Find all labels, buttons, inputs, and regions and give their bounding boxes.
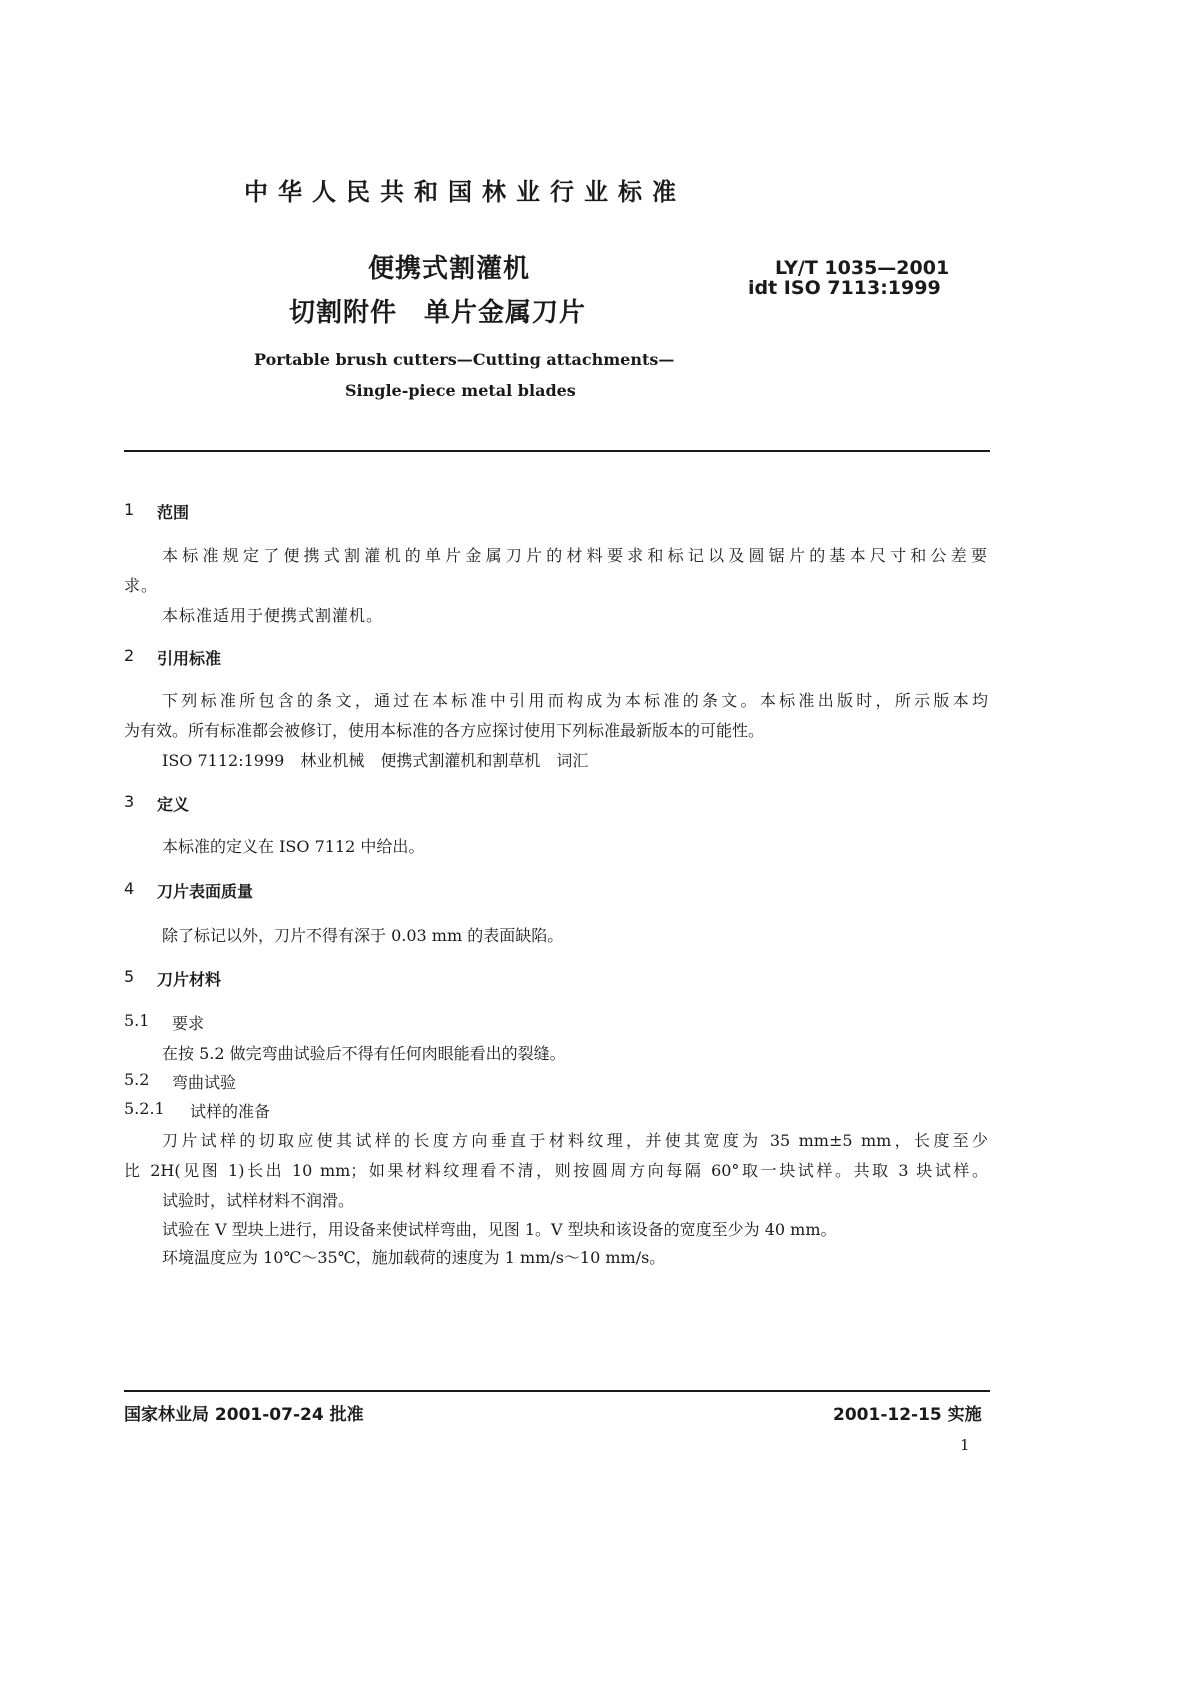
subsection-5-2-1-title: 试样的准备	[190, 1102, 271, 1121]
subsection-5-2-1-paragraph-4: 环境温度应为 10℃～35℃，施加载荷的速度为 1 mm/s～10 mm/s。	[162, 1248, 666, 1267]
subsection-5-1-title: 要求	[172, 1014, 205, 1033]
subsection-5-2-1-paragraph-1-line-1: 刀片试样的切取应使其试样的长度方向垂直于材料纹理，并使其宽度为 35 mm±5 mm，长度至少	[162, 1131, 988, 1150]
subsection-5-1-number: 5.1	[124, 1011, 150, 1030]
section-1-paragraph-1-line-1: 本标准规定了便携式割灌机的单片金属刀片的材料要求和标记以及圆锯片的基本尺寸和公差要	[162, 546, 988, 565]
section-1-number: 1	[124, 500, 135, 519]
subsection-5-2-1-paragraph-1-line-2: 比 2H(见图 1)长出 10 mm；如果材料纹理看不清，则按圆周方向每隔 60°取一块试样。共取 3 块试样。	[124, 1161, 988, 1180]
section-3-paragraph: 本标准的定义在 ISO 7112 中给出。	[162, 837, 425, 856]
section-2-number: 2	[124, 646, 135, 665]
document-title-cn-line1: 便携式割灌机	[368, 254, 531, 284]
section-4-number: 4	[124, 879, 135, 898]
subsection-5-2-1-number: 5.2.1	[124, 1099, 165, 1118]
document-title-en-line1: Portable brush cutters—Cutting attachments—	[254, 350, 675, 369]
section-2-paragraph-1-line-2: 为有效。所有标准都会被修订，使用本标准的各方应探讨使用下列标准最新版本的可能性。	[124, 721, 765, 740]
approval-statement: 国家林业局 2001-07-24 批准	[124, 1405, 364, 1425]
section-2-paragraph-1-line-1: 下列标准所包含的条文，通过在本标准中引用而构成为本标准的条文。本标准出版时，所示版本均	[162, 691, 988, 710]
issuing-body-title: 中华人民共和国林业行业标准	[244, 178, 686, 206]
section-5-title: 刀片材料	[157, 970, 222, 989]
header-divider	[124, 450, 990, 452]
section-1-paragraph-1-line-2: 求。	[124, 576, 159, 595]
section-2-title: 引用标准	[157, 649, 222, 668]
section-1-paragraph-2: 本标准适用于便携式割灌机。	[162, 606, 384, 625]
section-4-title: 刀片表面质量	[157, 882, 254, 901]
document-title-cn-line2: 切割附件 单片金属刀片	[289, 298, 587, 328]
page-number: 1	[960, 1436, 970, 1454]
subsection-5-2-title: 弯曲试验	[172, 1073, 237, 1092]
standard-code: LY/T 1035—2001	[775, 257, 950, 279]
subsection-5-2-1-paragraph-2: 试验时，试样材料不润滑。	[162, 1191, 355, 1210]
section-3-number: 3	[124, 792, 135, 811]
document-title-en-line2: Single-piece metal blades	[345, 381, 576, 400]
subsection-5-2-1-paragraph-3: 试验在 V 型块上进行，用设备来使试样弯曲，见图 1。V 型块和该设备的宽度至少为 40 mm。	[162, 1220, 837, 1239]
effective-date: 2001-12-15 实施	[833, 1405, 982, 1425]
section-2-normative-reference: ISO 7112:1999 林业机械 便携式割灌机和割草机 词汇	[162, 751, 589, 770]
section-1-title: 范围	[157, 503, 190, 522]
subsection-5-1-paragraph: 在按 5.2 做完弯曲试验后不得有任何肉眼能看出的裂缝。	[162, 1044, 566, 1063]
footer-divider	[124, 1390, 990, 1392]
section-3-title: 定义	[157, 795, 190, 814]
subsection-5-2-number: 5.2	[124, 1070, 150, 1089]
section-4-paragraph: 除了标记以外，刀片不得有深于 0.03 mm 的表面缺陷。	[162, 926, 564, 945]
standard-equivalence: idt ISO 7113:1999	[748, 277, 941, 299]
section-5-number: 5	[124, 967, 135, 986]
